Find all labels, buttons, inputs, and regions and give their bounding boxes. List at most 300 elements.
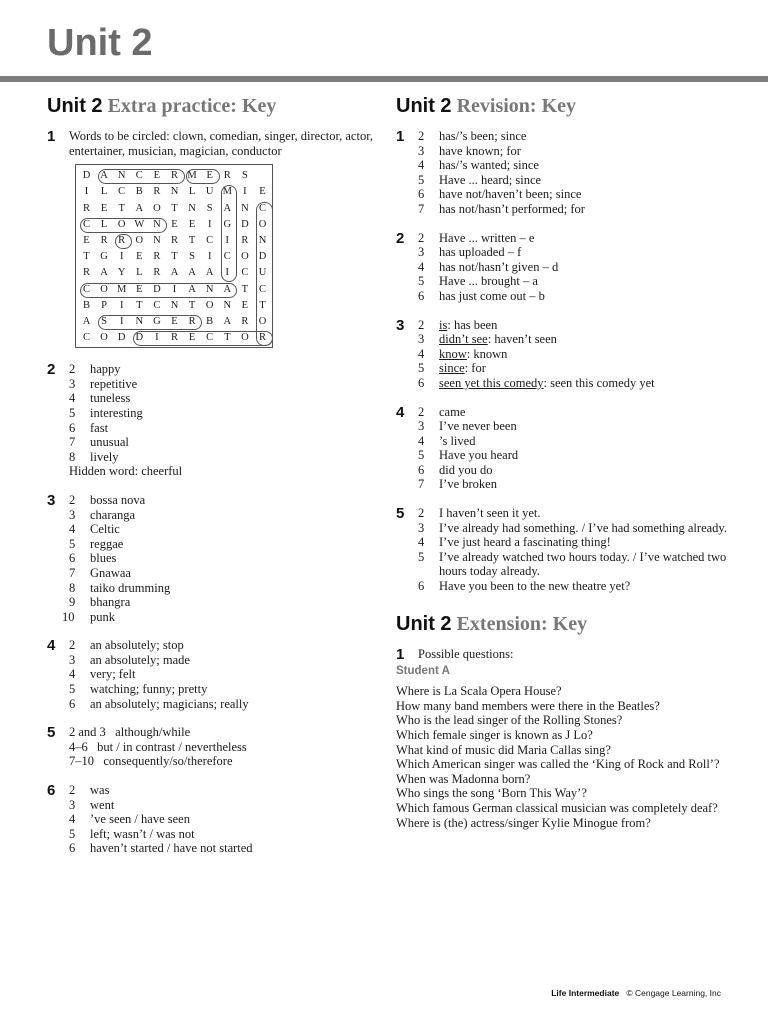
item-number: 3	[418, 332, 425, 347]
answer-list	[69, 783, 382, 856]
grid-letter: D	[153, 283, 162, 295]
grid-letter: E	[153, 170, 161, 182]
grid-letter: R	[170, 170, 179, 182]
grid-letter: I	[172, 283, 177, 295]
item-text: I’ve broken	[439, 477, 497, 492]
correction: : for	[464, 361, 486, 376]
item-number: 4	[418, 346, 425, 361]
grid-letter: T	[83, 251, 91, 263]
answer-item	[62, 609, 382, 625]
grid-letter: O	[258, 315, 267, 327]
exercise-4	[396, 405, 731, 493]
answer-item	[69, 595, 382, 610]
item-number: 6	[418, 375, 425, 390]
item-number: 5	[418, 172, 425, 187]
grid-letter: R	[82, 267, 91, 279]
answer-item	[69, 362, 382, 377]
grid-letter: R	[223, 170, 232, 182]
grid-letter: R	[153, 186, 161, 198]
item-number: 2	[418, 506, 425, 521]
answer-item	[418, 245, 731, 260]
grid-letter: L	[136, 267, 143, 279]
answer-item	[418, 173, 731, 188]
answer-list	[418, 129, 731, 217]
grid-letter: O	[258, 218, 267, 230]
answer-list	[418, 231, 731, 304]
exercise-5	[47, 725, 382, 769]
item-text: an absolutely; stop	[90, 638, 184, 653]
answer-item	[418, 506, 731, 521]
grid-letter: C	[82, 218, 91, 230]
answer-item	[69, 493, 382, 508]
item-number: 8	[69, 449, 76, 464]
answer-item	[418, 405, 731, 420]
extension-title	[396, 612, 731, 636]
item-number: 4	[69, 522, 76, 537]
grid-letter: L	[188, 186, 196, 198]
answer-item	[69, 450, 382, 465]
question: Where is (the) actress/singer Kylie Minogue from?	[396, 815, 651, 830]
item-text: reggae	[90, 536, 124, 551]
item-number: 5	[69, 682, 76, 697]
exercise-5	[396, 506, 731, 594]
item-text: blues	[90, 551, 117, 566]
item-number: 6	[69, 420, 76, 435]
item-text	[439, 361, 731, 376]
grid-letter: I	[119, 315, 124, 327]
grid-letter: M	[222, 186, 233, 198]
grid-letter: N	[153, 234, 162, 246]
item-number: 3	[418, 520, 425, 535]
grid-letter: C	[258, 202, 267, 214]
answer-item	[69, 435, 382, 450]
grid-letter: O	[205, 299, 214, 311]
grid-letter: D	[258, 251, 267, 263]
item-number: 4	[69, 812, 76, 827]
grid-letter: R	[241, 315, 249, 327]
answer-list	[69, 362, 382, 464]
answer-line: 2 and 3 although/while	[69, 725, 191, 740]
grid-letter: L	[100, 186, 108, 198]
page-title: Unit 2	[47, 22, 153, 64]
grid-letter: T	[118, 202, 126, 214]
grid-letter: A	[223, 202, 232, 214]
grid-letter: N	[241, 202, 250, 214]
answer-item	[69, 581, 382, 596]
item-text: bossa nova	[90, 492, 146, 507]
item-number: 4	[69, 667, 76, 682]
item-text: Have ... brought – a	[439, 274, 538, 289]
grid-letter: E	[206, 170, 214, 182]
grid-letter: R	[241, 234, 249, 246]
grid-letter: G	[100, 251, 109, 263]
item-text: has uploaded – f	[439, 245, 522, 260]
grid-letter: A	[188, 283, 197, 295]
grid-letter: E	[171, 315, 179, 327]
exercise-3	[396, 318, 731, 391]
answer-line: 4–6 but / in contrast / nevertheless	[69, 739, 247, 754]
answer-item	[418, 202, 731, 217]
exercise-4	[47, 638, 382, 711]
grid-letter: C	[206, 234, 214, 246]
question: What kind of music did Maria Callas sing?	[396, 742, 611, 757]
answer-item	[69, 537, 382, 552]
grid-letter: T	[136, 299, 143, 311]
item-text: taiko drumming	[90, 580, 171, 595]
item-number: 2	[69, 362, 76, 377]
revision-title	[396, 94, 731, 118]
grid-letter: C	[153, 299, 161, 311]
answer-item	[418, 231, 731, 246]
item-number: 4	[418, 433, 425, 448]
correction: : known	[466, 346, 508, 361]
underlined-error: know	[439, 346, 467, 361]
answer-item	[418, 260, 731, 275]
extra-practice-title	[47, 94, 382, 118]
grid-letter: N	[205, 283, 214, 295]
exercise-2	[396, 231, 731, 304]
item-text: repetitive	[90, 376, 138, 391]
grid-letter: E	[100, 202, 108, 214]
answer-item	[69, 377, 382, 392]
item-text: Have ... heard; since	[439, 172, 542, 187]
item-number: 7	[418, 201, 425, 216]
item-number: 5	[418, 274, 425, 289]
item-number: 6	[69, 841, 76, 856]
item-number: 5	[69, 405, 76, 420]
grid-letter: T	[241, 283, 249, 295]
grid-letter: T	[188, 299, 196, 311]
item-number: 2	[418, 129, 425, 143]
answer-item	[69, 566, 382, 581]
grid-letter: P	[101, 299, 108, 311]
answer-item	[418, 477, 731, 492]
item-number: 4	[418, 259, 425, 274]
grid-letter: E	[83, 234, 91, 246]
answer-item	[418, 419, 731, 434]
answer-item	[418, 274, 731, 289]
item-text: very; felt	[90, 667, 136, 682]
correction: : has been	[447, 317, 498, 332]
answer-list	[418, 506, 731, 594]
item-text: Celtic	[90, 522, 120, 537]
grid-letter: T	[171, 202, 179, 214]
item-number: 3	[418, 419, 425, 434]
grid-letter: O	[135, 234, 144, 246]
item-text: unusual	[90, 435, 129, 450]
answer-list	[418, 405, 731, 493]
item-text: ’s lived	[439, 433, 476, 448]
item-text: watching; funny; pretty	[90, 682, 208, 697]
exercise-1	[396, 129, 731, 217]
grid-letter: I	[155, 332, 160, 344]
item-number: 2	[69, 783, 76, 798]
exercise-number: 1	[47, 128, 56, 145]
grid-letter: I	[225, 234, 230, 246]
answer-item	[69, 638, 382, 653]
header-rule	[0, 76, 768, 82]
answer-item	[69, 783, 382, 798]
grid-letter: W	[134, 218, 145, 230]
grid-letter: C	[206, 332, 214, 344]
item-text: have not/haven’t been; since	[439, 187, 582, 202]
grid-letter: D	[135, 332, 144, 344]
grid-letter: B	[206, 315, 214, 327]
item-number: 4	[69, 391, 76, 406]
grid-letter: U	[258, 267, 267, 279]
answer-item	[418, 535, 731, 550]
grid-letter: A	[100, 267, 109, 279]
grid-letter: B	[82, 299, 91, 311]
item-text	[439, 376, 731, 391]
answer-item	[69, 682, 382, 697]
exercise-3	[47, 493, 382, 624]
question: Who is the lead singer of the Rolling Stones?	[396, 713, 623, 728]
circled-word	[186, 169, 220, 184]
title-key: Extra practice: Key	[107, 95, 277, 117]
item-text: I’ve already had something. / I’ve had something already.	[439, 520, 727, 535]
exercise-number: 5	[396, 505, 405, 523]
item-text: Have you been to the new theatre yet?	[439, 579, 631, 594]
item-text: left; wasn’t / was not	[90, 826, 195, 841]
word-search-grid	[75, 164, 273, 348]
item-text: happy	[90, 362, 121, 377]
correction: : haven’t seen	[487, 332, 557, 347]
title-unit: Unit 2	[396, 95, 452, 117]
answer-item	[418, 521, 731, 536]
item-number: 6	[418, 462, 425, 477]
hidden-word: Hidden word: cheerful	[69, 464, 183, 479]
answer-item	[69, 798, 382, 813]
answer-item	[69, 406, 382, 421]
item-number: 5	[69, 826, 76, 841]
exercise-2	[47, 362, 382, 479]
question: Which American singer was called the ‘King of Rock and Roll’?	[396, 757, 720, 772]
grid-letter: G	[223, 218, 232, 230]
item-number: 2	[69, 492, 76, 507]
exercise-number: 2	[47, 361, 56, 379]
answer-item	[418, 434, 731, 449]
item-text: have known; for	[439, 143, 521, 158]
item-number: 7	[69, 435, 76, 450]
item-text: I haven’t seen it yet.	[439, 506, 541, 521]
item-text: charanga	[90, 507, 136, 522]
answer-list	[418, 318, 731, 391]
question: Who sings the song ‘Born This Way’?	[396, 786, 587, 801]
item-text: has/’s been; since	[439, 129, 527, 143]
underlined-error: seen yet this comedy	[439, 375, 544, 390]
item-text: tuneless	[90, 391, 131, 406]
item-text: did you do	[439, 462, 493, 477]
grid-letter: T	[224, 332, 231, 344]
grid-letter: R	[100, 234, 109, 246]
exercise-number: 2	[396, 229, 405, 247]
grid-letter: R	[258, 332, 267, 344]
item-number: 2	[69, 638, 76, 653]
item-number: 5	[418, 448, 425, 463]
grid-letter: O	[100, 283, 109, 295]
extension-intro: Possible questions:	[418, 646, 514, 661]
item-number: 2	[418, 404, 425, 419]
item-number: 3	[69, 507, 76, 522]
grid-letter: G	[153, 315, 162, 327]
grid-letter: E	[136, 283, 143, 295]
grid-letter: R	[188, 315, 197, 327]
circled-word	[256, 202, 273, 347]
grid-letter: A	[205, 267, 214, 279]
item-number: 2	[418, 317, 425, 332]
item-text: I’ve just heard a fascinating thing!	[439, 535, 611, 550]
question: How many band members were there in the Beatles?	[396, 698, 660, 713]
grid-letter: O	[241, 332, 250, 344]
grid-letter: S	[189, 251, 196, 263]
question-list	[396, 684, 731, 830]
item-text: lively	[90, 449, 119, 464]
grid-letter: O	[153, 202, 162, 214]
grid-letter: E	[171, 218, 179, 230]
grid-letter: I	[119, 251, 124, 263]
extra-practice-column	[47, 94, 382, 870]
grid-letter: D	[241, 218, 250, 230]
correction: : seen this comedy yet	[543, 375, 655, 390]
grid-letter: E	[188, 218, 196, 230]
grid-letter: E	[259, 186, 267, 198]
answer-item	[69, 421, 382, 436]
answer-item	[418, 463, 731, 478]
grid-letter: E	[241, 299, 249, 311]
circled-word	[98, 315, 203, 330]
item-number: 6	[418, 288, 425, 303]
circled-word	[115, 234, 132, 249]
grid-letter: R	[153, 267, 161, 279]
item-text: went	[90, 797, 115, 812]
exercise-number: 5	[47, 724, 56, 742]
question: Which famous German classical musician was completely deaf?	[396, 800, 718, 815]
circled-word	[221, 185, 238, 281]
extension-exercise-1	[396, 647, 731, 831]
answer-item	[418, 318, 731, 333]
item-number: 7	[418, 477, 425, 492]
title-unit: Unit 2	[47, 95, 103, 117]
grid-letter: N	[258, 234, 267, 246]
answer-item	[418, 289, 731, 304]
answer-item	[69, 697, 382, 712]
item-number: 4	[418, 535, 425, 550]
question: Where is La Scala Opera House?	[396, 684, 562, 699]
underlined-error: since	[439, 361, 465, 376]
item-number: 5	[69, 536, 76, 551]
item-number: 10	[62, 609, 75, 624]
item-text: was	[90, 783, 110, 798]
item-number: 8	[69, 580, 76, 595]
item-text: ’ve seen / have seen	[90, 812, 190, 827]
answer-list	[62, 492, 382, 624]
item-text: has not/hasn’t performed; for	[439, 201, 585, 216]
grid-letter: S	[101, 315, 108, 327]
circled-word	[133, 331, 273, 346]
grid-letter: D	[82, 170, 91, 182]
grid-letter: S	[241, 170, 249, 182]
grid-letter: T	[259, 299, 267, 311]
title-unit: Unit 2	[396, 612, 452, 635]
answer-item	[69, 827, 382, 842]
item-number: 6	[418, 187, 425, 202]
item-text: Have you heard	[439, 448, 519, 463]
answer-item	[69, 522, 382, 537]
answer-item	[418, 376, 731, 391]
item-text	[439, 318, 731, 333]
item-text: fast	[90, 420, 109, 435]
exercise-number: 1	[396, 128, 405, 145]
copyright: © Cengage Learning, Inc	[626, 988, 721, 998]
grid-letter: C	[82, 332, 91, 344]
item-number: 9	[69, 595, 76, 610]
grid-letter: A	[188, 267, 197, 279]
answer-item	[69, 667, 382, 682]
title-key: Extension: Key	[456, 612, 588, 635]
circled-word	[98, 169, 185, 184]
grid-letter: I	[207, 218, 212, 230]
grid-letter: S	[206, 202, 214, 214]
item-text	[439, 347, 731, 362]
grid-letter: A	[170, 267, 179, 279]
grid-letter: O	[117, 218, 126, 230]
question: Which female singer is known as J Lo?	[396, 728, 593, 742]
item-number: 6	[418, 579, 425, 594]
exercise-number: 6	[47, 782, 56, 800]
item-number: 5	[418, 361, 425, 376]
grid-letter: T	[188, 234, 196, 246]
grid-letter: B	[135, 186, 144, 198]
item-text: has/’s wanted; since	[439, 158, 539, 173]
grid-letter: C	[241, 267, 249, 279]
item-text: an absolutely; made	[90, 652, 190, 667]
answer-item	[69, 508, 382, 523]
item-text: interesting	[90, 405, 143, 420]
answer-list	[69, 638, 382, 711]
item-number: 3	[69, 652, 76, 667]
item-text: an absolutely; magicians; really	[90, 696, 249, 711]
grid-letter: E	[188, 332, 196, 344]
grid-letter: C	[82, 283, 91, 295]
answer-item	[418, 187, 731, 202]
grid-letter: D	[117, 332, 126, 344]
footer-credit	[551, 988, 721, 998]
circled-word	[80, 218, 167, 233]
item-text: came	[439, 404, 466, 419]
grid-letter: A	[100, 170, 109, 182]
grid-letter: C	[118, 186, 126, 198]
grid-letter: E	[136, 251, 143, 263]
exercise-number: 1	[396, 645, 405, 663]
grid-letter: C	[223, 251, 232, 263]
answer-item	[69, 391, 382, 406]
grid-letter: M	[187, 170, 198, 182]
answer-item	[418, 579, 731, 594]
answer-item	[418, 144, 731, 159]
answer-item	[69, 653, 382, 668]
grid-letter: I	[243, 186, 248, 198]
item-number: 3	[69, 797, 76, 812]
item-text: punk	[90, 609, 115, 624]
grid-letter: T	[171, 251, 179, 263]
circled-word	[80, 283, 237, 298]
item-number: 3	[418, 245, 425, 260]
grid-letter: I	[119, 299, 124, 311]
answer-item	[69, 551, 382, 566]
item-text: haven’t started / have not started	[90, 841, 253, 856]
item-number: 5	[418, 549, 425, 564]
